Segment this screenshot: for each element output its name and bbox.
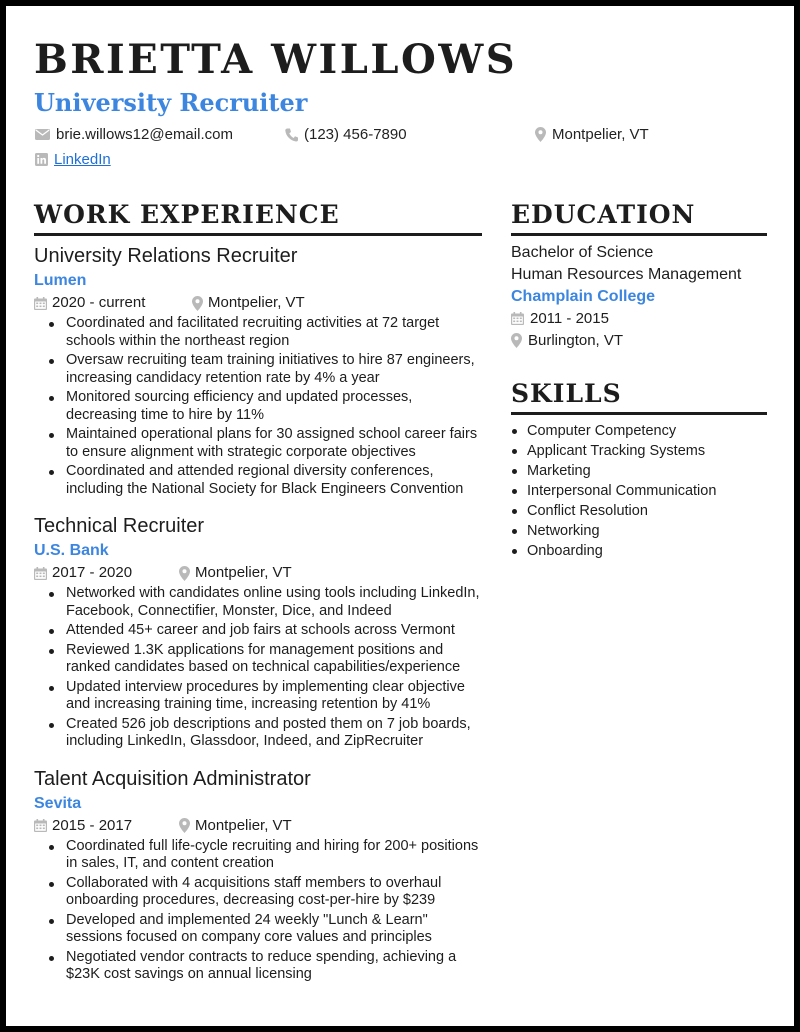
degree: Bachelor of Science: [511, 244, 654, 261]
linkedin-link[interactable]: LinkedIn: [54, 151, 111, 168]
job-meta: [34, 562, 482, 584]
candidate-name: BRIETTA WILLOWS: [34, 36, 518, 83]
phone-icon: [285, 128, 298, 142]
job-entry: [34, 512, 482, 751]
contact-linkedin: [35, 151, 111, 168]
section-heading-work: WORK EXPERIENCE: [34, 200, 482, 236]
list-item: Oversaw recruiting team training initiatives to hire 87 engineers, increasing candidacy retention rate by 4% a year: [34, 352, 482, 387]
skills-section: [511, 379, 767, 561]
map-pin-icon: [535, 127, 546, 142]
email-text: brie.willows12@email.com: [56, 126, 233, 143]
job-dates: 2020 - current: [34, 292, 192, 314]
list-item: Attended 45+ career and job fairs at schools across Vermont: [34, 622, 482, 640]
education-location: Burlington, VT: [511, 330, 767, 352]
education-section: [511, 200, 767, 351]
location-text: Montpelier, VT: [552, 126, 649, 143]
list-item: Updated interview procedures by implementing clear objective and increasing training time, increasing retention by 41%: [34, 679, 482, 714]
list-item: Created 526 job descriptions and posted them on 7 job boards, including LinkedIn, Glassdoor, Indeed, and ZipRecruiter: [34, 716, 482, 751]
sidebar-column: [511, 200, 767, 561]
job-bullets: [34, 585, 482, 751]
field-of-study: Human Resources Management: [511, 266, 742, 283]
contact-phone: [285, 126, 407, 143]
calendar-icon: [511, 312, 524, 325]
calendar-icon: [34, 819, 47, 832]
education-dates: 2011 - 2015: [511, 308, 767, 330]
contact-email: [35, 126, 233, 143]
linkedin-icon: [35, 153, 48, 166]
list-item: Applicant Tracking Systems: [511, 441, 767, 461]
job-location: Montpelier, VT: [192, 292, 305, 314]
job-dates: 2017 - 2020: [34, 562, 179, 584]
list-item: Networked with candidates online using tools including LinkedIn, Facebook, Connectifier, Monster, Dice, and Indeed: [34, 585, 482, 620]
list-item: Computer Competency: [511, 421, 767, 441]
list-item: Coordinated and attended regional diversity conferences, including the National Society for Black Engineers Convention: [34, 463, 482, 498]
job-entry: [34, 765, 482, 984]
list-item: Onboarding: [511, 541, 767, 561]
phone-text: (123) 456-7890: [304, 126, 407, 143]
job-meta: [34, 815, 482, 837]
section-heading-skills: SKILLS: [511, 379, 767, 415]
job-location: Montpelier, VT: [179, 815, 292, 837]
map-pin-icon: [192, 296, 203, 311]
list-item: Negotiated vendor contracts to reduce spending, achieving a $23K cost savings on annual licensing: [34, 949, 482, 984]
job-location: Montpelier, VT: [179, 562, 292, 584]
list-item: Monitored sourcing efficiency and updated processes, decreasing time to hire by 11%: [34, 389, 482, 424]
job-title: Talent Acquisition Administrator: [34, 767, 311, 790]
list-item: Conflict Resolution: [511, 501, 767, 521]
school-name: Champlain College: [511, 288, 656, 305]
work-experience-section: [34, 200, 482, 986]
map-pin-icon: [179, 566, 190, 581]
job-meta: [34, 292, 482, 314]
calendar-icon: [34, 567, 47, 580]
job-bullets: [34, 315, 482, 498]
envelope-icon: [35, 129, 50, 140]
list-item: Coordinated full life-cycle recruiting and hiring for 200+ positions in sales, IT, and content creation: [34, 838, 482, 873]
list-item: Marketing: [511, 461, 767, 481]
candidate-title: University Recruiter: [34, 88, 308, 117]
list-item: Networking: [511, 521, 767, 541]
list-item: Collaborated with 4 acquisitions staff members to overhaul onboarding procedures, decreasing cost-per-hire by $239: [34, 875, 482, 910]
job-title: Technical Recruiter: [34, 515, 205, 537]
company-name: U.S. Bank: [34, 542, 109, 559]
list-item: Maintained operational plans for 30 assigned school career fairs to ensure alignment with strategic corporate objectives: [34, 426, 482, 461]
job-dates: 2015 - 2017: [34, 815, 179, 837]
calendar-icon: [34, 297, 47, 310]
list-item: Interpersonal Communication: [511, 481, 767, 501]
resume-page: [6, 6, 794, 1026]
map-pin-icon: [179, 818, 190, 833]
job-entry: [34, 242, 482, 498]
job-bullets: [34, 838, 482, 984]
company-name: Sevita: [34, 794, 82, 812]
company-name: Lumen: [34, 272, 87, 289]
job-title: University Relations Recruiter: [34, 245, 298, 267]
list-item: Coordinated and facilitated recruiting activities at 72 target schools within the northeast region: [34, 315, 482, 350]
list-item: Reviewed 1.3K applications for management positions and ranked candidates based on technical capabilities/experience: [34, 642, 482, 677]
skills-list: [511, 421, 767, 561]
map-pin-icon: [511, 333, 522, 348]
contact-location: [535, 126, 649, 143]
section-heading-education: EDUCATION: [511, 200, 767, 236]
list-item: Developed and implemented 24 weekly "Lunch & Learn" sessions focused on company core values and principles: [34, 912, 482, 947]
